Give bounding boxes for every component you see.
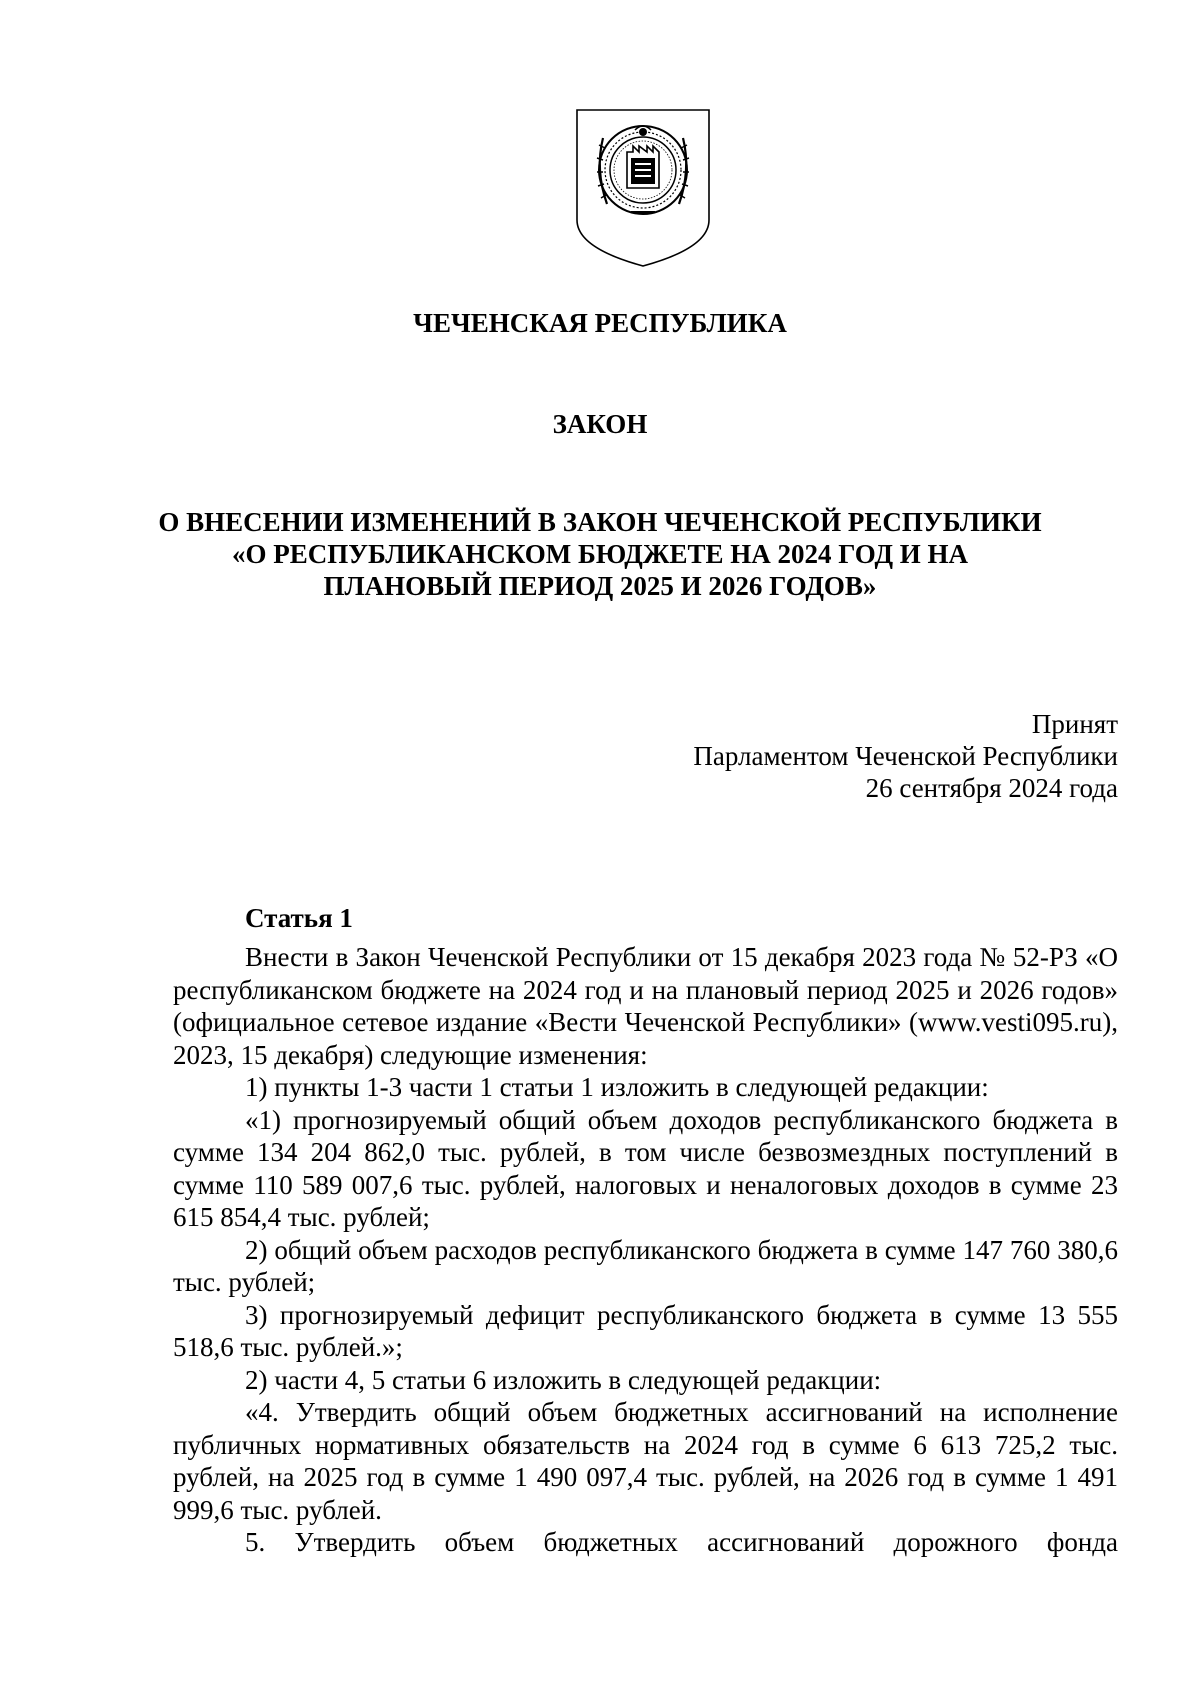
paragraph-revenue: «1) прогнозируемый общий объем доходов республиканского бюджета в сумме 134 204 862,0 тыс. рублей, в том числе безвозмездных поступлений в сумме 110 589 007,6 тыс. рублей, налоговых и неналоговых доходов в сумме 23 615 854,4 тыс. рублей; [173, 1104, 1118, 1232]
paragraph-intro: Внести в Закон Чеченской Республики от 15 декабря 2023 года № 52-РЗ «О республиканском бюджете на 2024 год и на плановый период 2025 и 2026 годов» (официальное сетевое издание «Вести Чеченской Республики» (www.vesti095.ru), 2023, 15 декабря) следующие изменения: [173, 942, 1118, 1070]
republic-name: ЧЕЧЕНСКАЯ РЕСПУБЛИКА [413, 308, 787, 338]
article-body [173, 941, 1118, 1559]
paragraph-part-5: 5. Утвердить объем бюджетных ассигнований дорожного фонда [245, 1527, 1118, 1557]
paragraph-part-4: «4. Утвердить общий объем бюджетных ассигнований на исполнение публичных нормативных обязательств на 2024 год в сумме 6 613 725,2 тыс. рублей, на 2025 год в сумме 1 490 097,4 тыс. рублей, на 2026 год в сумме 1 491 999,6 тыс. рублей. [173, 1397, 1118, 1525]
adopted-date: 26 сентября 2024 года [865, 773, 1118, 803]
law-title-line-1: О ВНЕСЕНИИ ИЗМЕНЕНИЙ В ЗАКОН ЧЕЧЕНСКОЙ РЕСПУБЛИКИ [158, 507, 1042, 537]
emblem-icon [573, 108, 713, 268]
paragraph-item-1: 1) пункты 1-3 части 1 статьи 1 изложить в следующей редакции: [245, 1072, 989, 1102]
paragraph-expenses: 2) общий объем расходов республиканского бюджета в сумме 147 760 380,6 тыс. рублей; [173, 1234, 1118, 1297]
coat-of-arms-emblem [573, 108, 713, 268]
paragraph-deficit: 3) прогнозируемый дефицит республиканского бюджета в сумме 13 555 518,6 тыс. рублей.»; [173, 1299, 1118, 1362]
article-title: Статья 1 [245, 903, 353, 933]
paragraph-item-2: 2) части 4, 5 статьи 6 изложить в следующей редакции: [245, 1364, 882, 1395]
adopted-label: Принят [1031, 709, 1118, 739]
law-title-line-2: «О РЕСПУБЛИКАНСКОМ БЮДЖЕТЕ НА 2024 ГОД И НА [231, 539, 969, 569]
document-type: ЗАКОН [552, 409, 648, 439]
adopted-by: Парламентом Чеченской Республики [693, 741, 1118, 771]
law-title-line-3: ПЛАНОВЫЙ ПЕРИОД 2025 И 2026 ГОДОВ» [323, 571, 877, 601]
